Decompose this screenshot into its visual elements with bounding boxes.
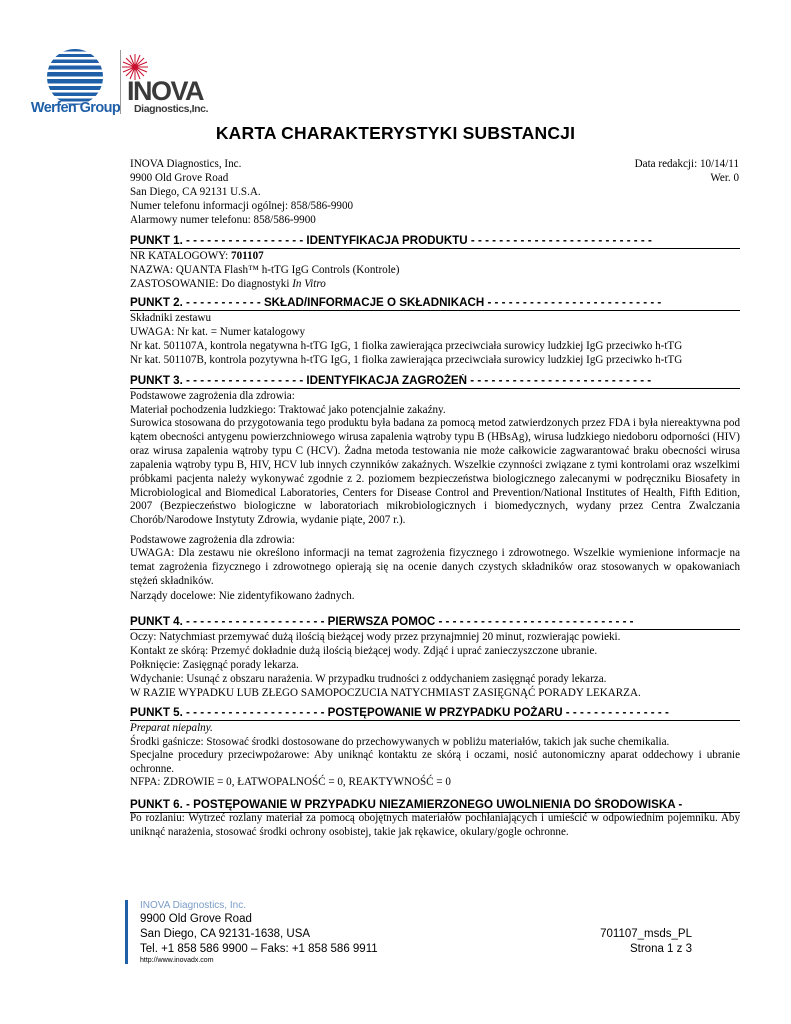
- section-2-heading: PUNKT 2. - - - - - - - - - - - SKŁAD/INFORMACJE O SKŁADNIKACH - - - - - - - - - - - - - - - - - - - - - - - - -: [130, 296, 662, 309]
- footer-url[interactable]: http://www.inovadx.com: [140, 957, 214, 964]
- extinguishing-media: Środki gaśnicze: Stosować środki dostosowane do przechowywanych w pobliżu materiałów, takich jak suche chemikalia.: [130, 736, 670, 748]
- product-name: NAZWA: QUANTA Flash™ h-tTG IgG Controls (Kontrole): [130, 264, 400, 276]
- footer-accent-bar: [125, 900, 128, 964]
- nonflammable-note: [130, 721, 213, 735]
- company-address1: 9900 Old Grove Road: [130, 172, 229, 184]
- health-hazards-label: Podstawowe zagrożenia dla zdrowia:: [130, 390, 295, 402]
- human-material-note: Materiał pochodzenia ludzkiego: Traktować jako potencjalnie zakaźny.: [130, 404, 446, 416]
- product-use-label: ZASTOSOWANIE: Do diagnostyki: [130, 278, 293, 290]
- werfen-wordmark: Werfen Group: [30, 100, 121, 116]
- catalog-value: 701107: [231, 250, 264, 262]
- section-2-rule: [130, 310, 740, 311]
- first-aid-warning: W RAZIE WYPADKU LUB ZŁEGO SAMOPOCZUCIA NATYCHMIAST ZASIĘGNĄĆ PORADY LEKARZA.: [130, 687, 641, 699]
- werfen-globe-icon: [30, 48, 120, 106]
- section-2-line: UWAGA: Nr kat. = Numer katalogowy: [130, 326, 306, 338]
- section-5-rule: [130, 720, 740, 721]
- inova-subtitle: Diagnostics,Inc.: [134, 103, 209, 115]
- first-aid-skin: Kontakt ze skórą: Przemyć dokładnie dużą ilością bieżącej wody. Zdjąć i uprać zanieczyszczone ubranie.: [130, 645, 598, 657]
- nonflammable-italic: Preparat niepalny.: [130, 722, 213, 734]
- revision-date: Data redakcji: 10/14/11: [634, 158, 739, 170]
- nfpa-ratings: NFPA: ZDROWIE = 0, ŁATWOPALNOŚĆ = 0, REAKTYWNOŚĆ = 0: [130, 776, 451, 788]
- werfen-logo: [30, 48, 120, 120]
- company-name: INOVA Diagnostics, Inc.: [130, 158, 242, 170]
- footer-address2: San Diego, CA 92131-1638, USA: [140, 928, 311, 940]
- serum-testing-paragraph: Surowica stosowana do przygotowania tego produktu była badana za pomocą metod zatwierdzonych przez FDA i była niereaktywna pod kątem obecności antygenu powierzchniowego wirusa zapalenia wątroby typu B (HBsAg), wirusa ludzkiego niedoboru odporności (HIV) oraz wirusa zapalenia wątroby typu C (HCV). Żadna metoda testowania nie może całkowicie zagwarantować braku obecności wirusa zapalenia wątroby typu B, HIV, HCV lub innych czynników zakaźnych. Wszelkie czynności związane z tymi kontrolami oraz wszelkimi próbkami pacjenta należy wykonywać zgodnie z 2. poziomem bezpieczeństwa biologicznego zalecanymi w podręczniku Biosafety in Microbiological and Biomedical Laboratories, Centers for Disease Control and Prevention/National Institutes of Health, Fifth Edition, 2007 (Bezpieczeństwo biologiczne w laboratoriach mikrobiologicznych i biomedycznych, wydany przez Centra Zwalczania Chorób/Narodowe Instytuty Zdrowia, wydanie piąte, 2007 r.).: [130, 417, 740, 527]
- footer-address1: 9900 Old Grove Road: [140, 913, 252, 925]
- first-aid-ingestion: Połknięcie: Zasięgnąć porady lekarza.: [130, 659, 299, 671]
- product-use: [130, 277, 326, 291]
- footer-page-number: Strona 1 z 3: [629, 943, 692, 955]
- catalog-number: [130, 249, 264, 263]
- catalog-label: NR KATALOGOWY:: [130, 250, 232, 262]
- hazard-note-paragraph: UWAGA: Dla zestawu nie określono informacji na temat zagrożenia fizycznego i zdrowotnego. Wszelkie wymienione informacje na temat zagrożenia fizycznego i zdrowotnego opierają się na ocenie danych czystych składników oraz stosowanych w opakowaniach stężeń składników.: [130, 547, 740, 587]
- firefighting-procedures: Specjalne procedury przeciwpożarowe: Aby uniknąć kontaktu ze skórą i oczami, nosić autonomiczny aparat oddechowy i ubranie ochronne.: [130, 749, 740, 775]
- inova-wordmark: INOVA: [127, 76, 204, 106]
- section-5-heading: PUNKT 5. - - - - - - - - - - - - - - - - - - - - POSTĘPOWANIE W PRZYPADKU POŻARU - - - - - - - - - - - - - - -: [130, 706, 669, 719]
- target-organs: Narządy docelowe: Nie zidentyfikowano żadnych.: [130, 590, 355, 602]
- footer-phones: Tel. +1 858 586 9900 – Faks: +1 858 586 9911: [140, 943, 378, 955]
- revision-version: Wer. 0: [710, 172, 739, 184]
- inova-logo: [120, 52, 230, 114]
- health-hazards-label-2: Podstawowe zagrożenia dla zdrowia:: [130, 534, 295, 546]
- company-phone-general: Numer telefonu informacji ogólnej: 858/586-9900: [130, 200, 354, 212]
- product-use-italic: In Vitro: [292, 278, 326, 290]
- section-2-line: Nr kat. 501107B, kontrola pozytywna h-tTG IgG, 1 fiolka zawierająca przeciwciała surowicy ludzkiej IgG przeciwko h-tTG: [130, 354, 683, 366]
- spill-procedure: Po rozlaniu: Wytrzeć rozlany materiał za pomocą obojętnych materiałów pochłaniających i umieścić w odpowiednim pojemniku. Aby uniknąć narażenia, stosować środki ochrony osobistej, takie jak rękawice, okulary/gogle ochronne.: [130, 812, 740, 838]
- section-2-line: Nr kat. 501107A, kontrola negatywna h-tTG IgG, 1 fiolka zawierająca przeciwciała surowicy ludzkiej IgG przeciwko h-tTG: [130, 340, 683, 352]
- section-2-line: Składniki zestawu: [130, 312, 212, 324]
- first-aid-eyes: Oczy: Natychmiast przemywać dużą ilością bieżącej wody przez przynajmniej 20 minut, rozwierając powieki.: [130, 631, 621, 643]
- section-4-heading: PUNKT 4. - - - - - - - - - - - - - - - - - - - - PIERWSZA POMOC - - - - - - - - - - - - - - - - - - - - - - - - - - - -: [130, 615, 634, 628]
- company-phone-emergency: Alarmowy numer telefonu: 858/586-9900: [130, 214, 316, 226]
- company-address2: San Diego, CA 92131 U.S.A.: [130, 186, 261, 198]
- page-title: KARTA CHARAKTERYSTYKI SUBSTANCJI: [215, 123, 576, 143]
- footer-doc-id: 701107_msds_PL: [600, 928, 692, 940]
- section-3-heading: PUNKT 3. - - - - - - - - - - - - - - - - - IDENTYFIKACJA ZAGROŻEŃ - - - - - - - - - - - - - - - - - - - - - - - - - -: [130, 374, 652, 387]
- section-1-heading: PUNKT 1. - - - - - - - - - - - - - - - - - IDENTYFIKACJA PRODUKTU - - - - - - - - - - - - - - - - - - - - - - - - - -: [130, 234, 652, 247]
- section-6-heading: PUNKT 6. - POSTĘPOWANIE W PRZYPADKU NIEZAMIERZONEGO UWOLNIENIA DO ŚRODOWISKA -: [130, 798, 683, 811]
- first-aid-inhalation: Wdychanie: Usunąć z obszaru narażenia. W przypadku trudności z oddychaniem zasięgnąć porady lekarza.: [130, 673, 607, 685]
- footer-company: INOVA Diagnostics, Inc.: [140, 900, 246, 911]
